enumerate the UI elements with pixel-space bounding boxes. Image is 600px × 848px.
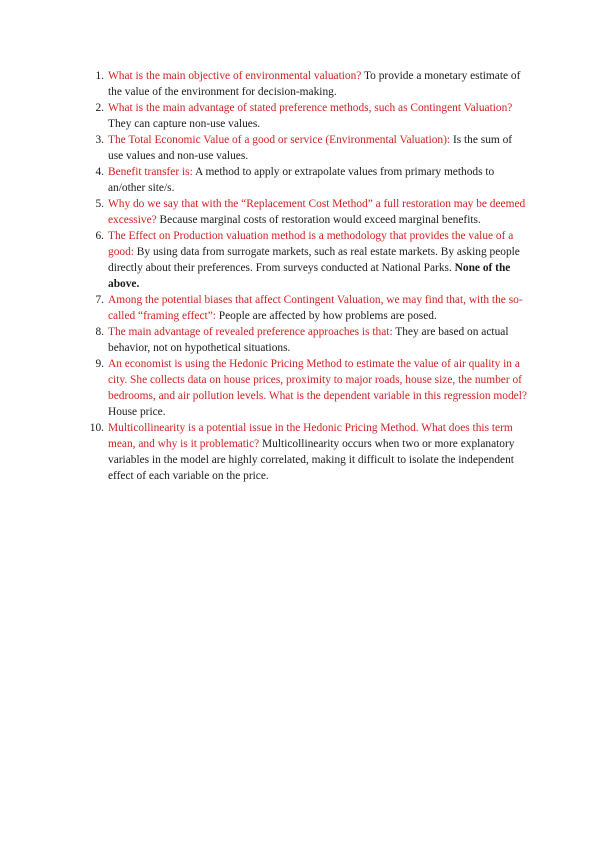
answer-text: People are affected by how problems are posed. — [215, 310, 437, 322]
question-text: The main advantage of revealed preference approaches is that: — [108, 326, 393, 338]
list-item-7 — [95, 292, 528, 324]
answer-text: They can capture non-use values. — [108, 118, 261, 130]
list-item-10 — [89, 420, 528, 484]
answer-text: House price. — [108, 406, 166, 418]
question-text: Among the potential biases that affect Contingent Valuation, we may find that, with the so-called “framing effect”: — [108, 294, 523, 322]
list-item-4 — [95, 164, 528, 196]
answer-text: Is the sum of use values and non-use values. — [108, 134, 513, 162]
list-item-5 — [95, 196, 528, 228]
list-item-2 — [95, 100, 528, 132]
item-number: 1. — [95, 70, 104, 82]
question-text: Why do we say that with the “Replacement Cost Method” a full restoration may be deemed excessive? — [108, 198, 526, 226]
question-text: What is the main objective of environmental valuation? — [108, 70, 362, 82]
answer-text: Because marginal costs of restoration would exceed marginal benefits. — [156, 214, 481, 226]
item-number: 5. — [95, 198, 104, 210]
list-item-1 — [95, 68, 528, 100]
answer-text: By using data from surrogate markets, such as real estate markets. By asking people directly about their preferences. From surveys conducted at National Parks. — [108, 246, 520, 274]
item-number: 6. — [95, 230, 104, 242]
item-number: 10. — [89, 422, 104, 434]
question-text: Benefit transfer is: — [108, 166, 193, 178]
question-text: The Total Economic Value of a good or service (Environmental Valuation): — [108, 134, 451, 146]
item-number: 8. — [95, 326, 104, 338]
answer-text: To provide a monetary estimate of the value of the environment for decision-making. — [108, 70, 521, 98]
item-number: 3. — [95, 134, 104, 146]
question-text: Multicollinearity is a potential issue in the Hedonic Pricing Method. What does this term mean, and why is it problematic? — [108, 422, 513, 450]
item-number: 2. — [95, 102, 104, 114]
item-number: 9. — [95, 358, 104, 370]
question-answer-list — [89, 68, 528, 484]
question-text: An economist is using the Hedonic Pricing Method to estimate the value of air quality in a city. She collects data on house prices, proximity to major roads, house size, the number of bedrooms, and air pollution levels. What is the dependent variable in this regression model? — [108, 358, 527, 402]
answer-text: They are based on actual behavior, not on hypothetical situations. — [108, 326, 509, 354]
item-number: 4. — [95, 166, 104, 178]
question-text: The Effect on Production valuation method is a methodology that provides the value of a good: — [108, 230, 514, 258]
list-item-3 — [95, 132, 528, 164]
answer-text: Multicollinearity occurs when two or more explanatory variables in the model are highly correlated, making it difficult to isolate the independent effect of each variable on the price. — [108, 438, 515, 482]
answer-emphasis: None of the above. — [108, 262, 511, 290]
list-item-6 — [95, 228, 528, 292]
answer-text: A method to apply or extrapolate values from primary methods to an/other site/s. — [108, 166, 495, 194]
list-item-9 — [95, 356, 528, 420]
question-text: What is the main advantage of stated preference methods, such as Contingent Valuation? — [108, 102, 513, 114]
list-item-8 — [95, 324, 528, 356]
item-number: 7. — [95, 294, 104, 306]
